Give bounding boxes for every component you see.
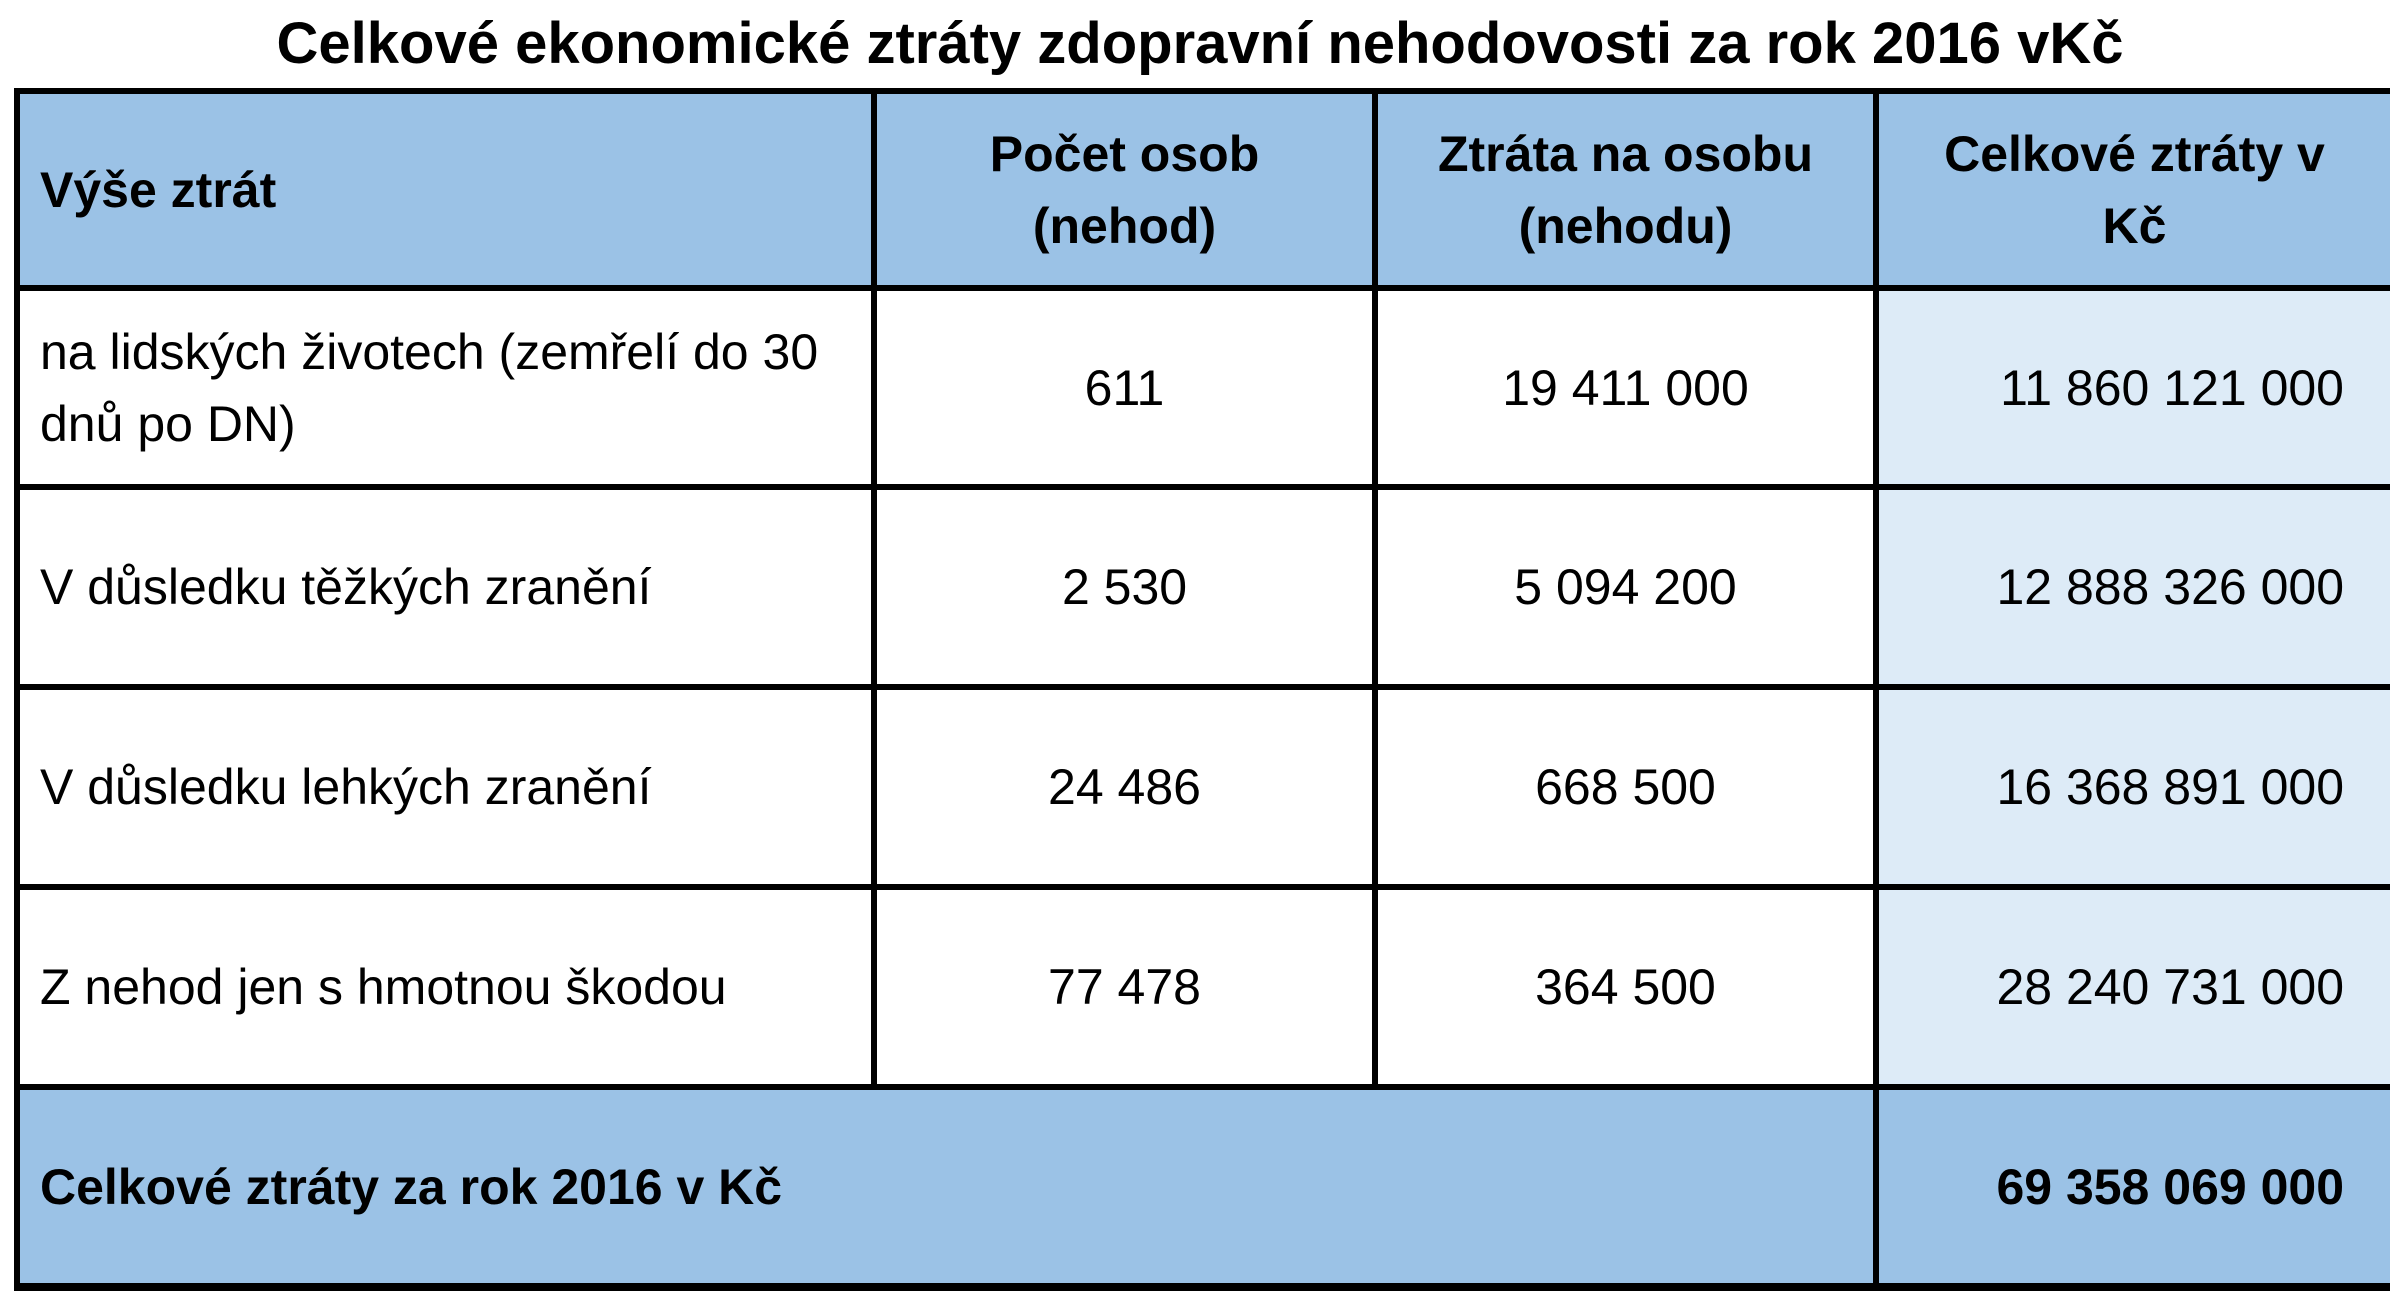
- count-value: 24 486: [1048, 759, 1201, 815]
- count-value: 2 530: [1061, 559, 1188, 615]
- total-value: 28 240 731 000: [1996, 959, 2344, 1015]
- count-cell: [877, 890, 1372, 1084]
- loss-per-person-cell: [1378, 291, 1873, 484]
- row-label-cell: [20, 890, 871, 1084]
- row-label: V důsledku těžkých zranění: [40, 559, 652, 615]
- header-cell-total: [1879, 94, 2390, 285]
- row-label: na lidských životech (zemřelí do 30 dnů po DN): [40, 323, 819, 452]
- header-cell-count: [877, 94, 1372, 285]
- count-value: 77 478: [1048, 959, 1201, 1015]
- header-cell-loss-per-person: [1378, 94, 1873, 285]
- header-label: Výše ztrát: [40, 161, 277, 218]
- count-cell: [877, 690, 1372, 884]
- row-label-cell: [20, 291, 871, 484]
- loss-per-person-value: 19 411 000: [1502, 359, 1749, 416]
- header-label: Ztráta na osobu (nehodu): [1437, 125, 1814, 254]
- total-cell: [1879, 890, 2390, 1084]
- header-label: Celkové ztráty v Kč: [1944, 125, 2325, 254]
- row-label: V důsledku lehkých zranění: [40, 759, 652, 815]
- footer-label: Celkové ztráty za rok 2016 v Kč: [40, 1158, 783, 1215]
- loss-per-person-cell: [1378, 490, 1873, 684]
- count-cell: [877, 490, 1372, 684]
- header-cell-loss-type: [20, 94, 871, 285]
- footer-total-cell: [1879, 1090, 2390, 1283]
- total-value: 12 888 326 000: [1996, 559, 2344, 615]
- count-cell: [877, 291, 1372, 484]
- total-value: 11 860 121 000: [2000, 359, 2344, 416]
- header-label: Počet osob (nehod): [989, 125, 1260, 254]
- row-label-cell: [20, 690, 871, 884]
- total-value: 16 368 891 000: [1996, 759, 2344, 815]
- footer-label-cell: [20, 1090, 1873, 1283]
- row-label: Z nehod jen s hmotnou škodou: [40, 959, 727, 1015]
- count-value: 611: [1084, 359, 1165, 416]
- total-cell: [1879, 490, 2390, 684]
- total-cell: [1879, 291, 2390, 484]
- loss-per-person-value: 5 094 200: [1514, 559, 1737, 615]
- loss-per-person-value: 668 500: [1535, 759, 1716, 815]
- row-label-cell: [20, 490, 871, 684]
- economic-losses-table: [14, 88, 2390, 1291]
- total-cell: [1879, 690, 2390, 884]
- table-title: Celkové ekonomické ztráty zdopravní nehodovosti za rok 2016 vKč: [276, 11, 2124, 76]
- loss-per-person-cell: [1378, 690, 1873, 884]
- loss-per-person-cell: [1378, 890, 1873, 1084]
- footer-total-value: 69 358 069 000: [1996, 1158, 2344, 1215]
- loss-per-person-value: 364 500: [1535, 959, 1716, 1015]
